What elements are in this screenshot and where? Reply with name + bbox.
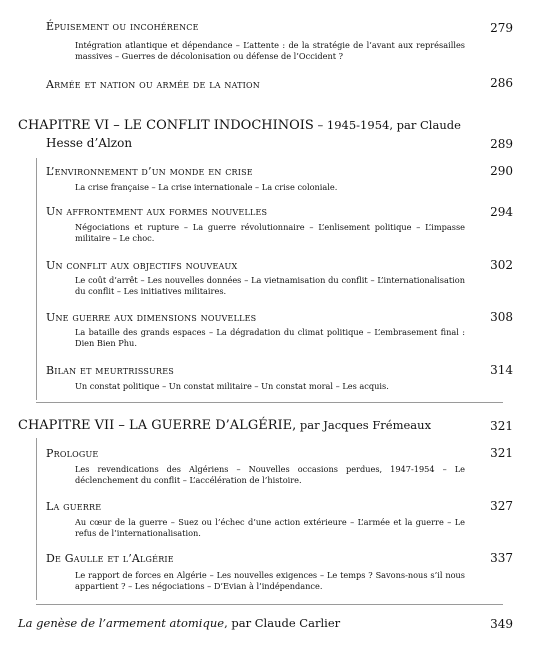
page-number: 290 [490, 164, 513, 178]
section-description: La bataille des grands espaces – La dégradation du climat politique – L’embrasement final : Dien Bien Phu. [75, 327, 465, 349]
page-number: 349 [490, 617, 513, 631]
section-title: Armée et nation ou armée de la nation [46, 78, 260, 91]
page-number: 337 [490, 551, 513, 565]
chapter-divider [36, 402, 503, 403]
chapter-dates-author: – 1945-1954, par Claude [313, 118, 461, 132]
section-description: Le rapport de forces en Algérie – Les nouvelles exigences – Le temps ? Savons-nous s’il nous appartient ? – Les négociations – D’Evian à l’indépendance. [75, 570, 465, 592]
page-number: 289 [490, 137, 513, 151]
section-title: L’environnement d’un monde en crise [46, 165, 253, 178]
chapter-author: par Jacques Frémeaux [296, 418, 432, 432]
chapter-rule [36, 438, 37, 600]
section-description: Négociations et rupture – La guerre révolutionnaire – L’enlisement politique – L’impasse militaire – Le choc. [75, 222, 465, 244]
page-number: 286 [490, 76, 513, 90]
section-title: Bilan et meurtrissures [46, 364, 174, 377]
section-description: Un constat politique – Un constat militaire – Un constat moral – Les acquis. [75, 381, 389, 391]
page-number: 279 [490, 21, 513, 35]
section-title: Prologue [46, 447, 99, 460]
section-title: Une guerre aux dimensions nouvelles [46, 311, 257, 324]
page-number: 308 [490, 310, 513, 324]
page-number: 327 [490, 499, 513, 513]
essay-entry [18, 616, 340, 630]
section-description: La crise française – La crise internationale – La crise coloniale. [75, 182, 338, 192]
section-title: Un affrontement aux formes nouvelles [46, 205, 268, 218]
essay-title: La genèse de l’armement atomique [18, 616, 225, 630]
page-number: 294 [490, 205, 513, 219]
page-number: 321 [490, 419, 513, 433]
page-number: 321 [490, 446, 513, 460]
chapter-heading [18, 118, 461, 133]
section-description: Le coût d’arrêt – Les nouvelles données – La vietnamisation du conflit – L’internationalisation du conflit – Les initiatives militaires. [75, 275, 465, 297]
essay-author: , par Claude Carlier [224, 616, 341, 630]
chapter-divider [36, 604, 503, 605]
section-title: La guerre [46, 500, 102, 513]
section-title: De Gaulle et l’Algérie [46, 552, 174, 565]
chapter-title: CHAPITRE VII – LA GUERRE D’ALGÉRIE, [18, 418, 297, 433]
chapter-heading [18, 418, 431, 433]
page-number: 302 [490, 258, 513, 272]
chapter-author: Hesse d’Alzon [46, 136, 133, 150]
section-description: Les revendications des Algériens – Nouvelles occasions perdues, 1947-1954 – Le déclenchement du conflit – L’accélération de l’histoire. [75, 464, 465, 486]
chapter-title: CHAPITRE VI – LE CONFLIT INDOCHINOIS [18, 118, 314, 133]
section-title: Un conflit aux objectifs nouveaux [46, 259, 238, 272]
chapter-rule [36, 158, 37, 400]
section-description: Au cœur de la guerre – Suez ou l’échec d’une action extérieure – L’armée et la guerre – Le refus de l’internationalisation. [75, 517, 465, 539]
page-number: 314 [490, 363, 513, 377]
section-description: Intégration atlantique et dépendance – L’attente : de la stratégie de l’avant aux représailles massives – Guerres de décolonisation ou défense de l’Occident ? [75, 40, 465, 62]
section-title: Épuisement ou incohérence [46, 20, 199, 33]
